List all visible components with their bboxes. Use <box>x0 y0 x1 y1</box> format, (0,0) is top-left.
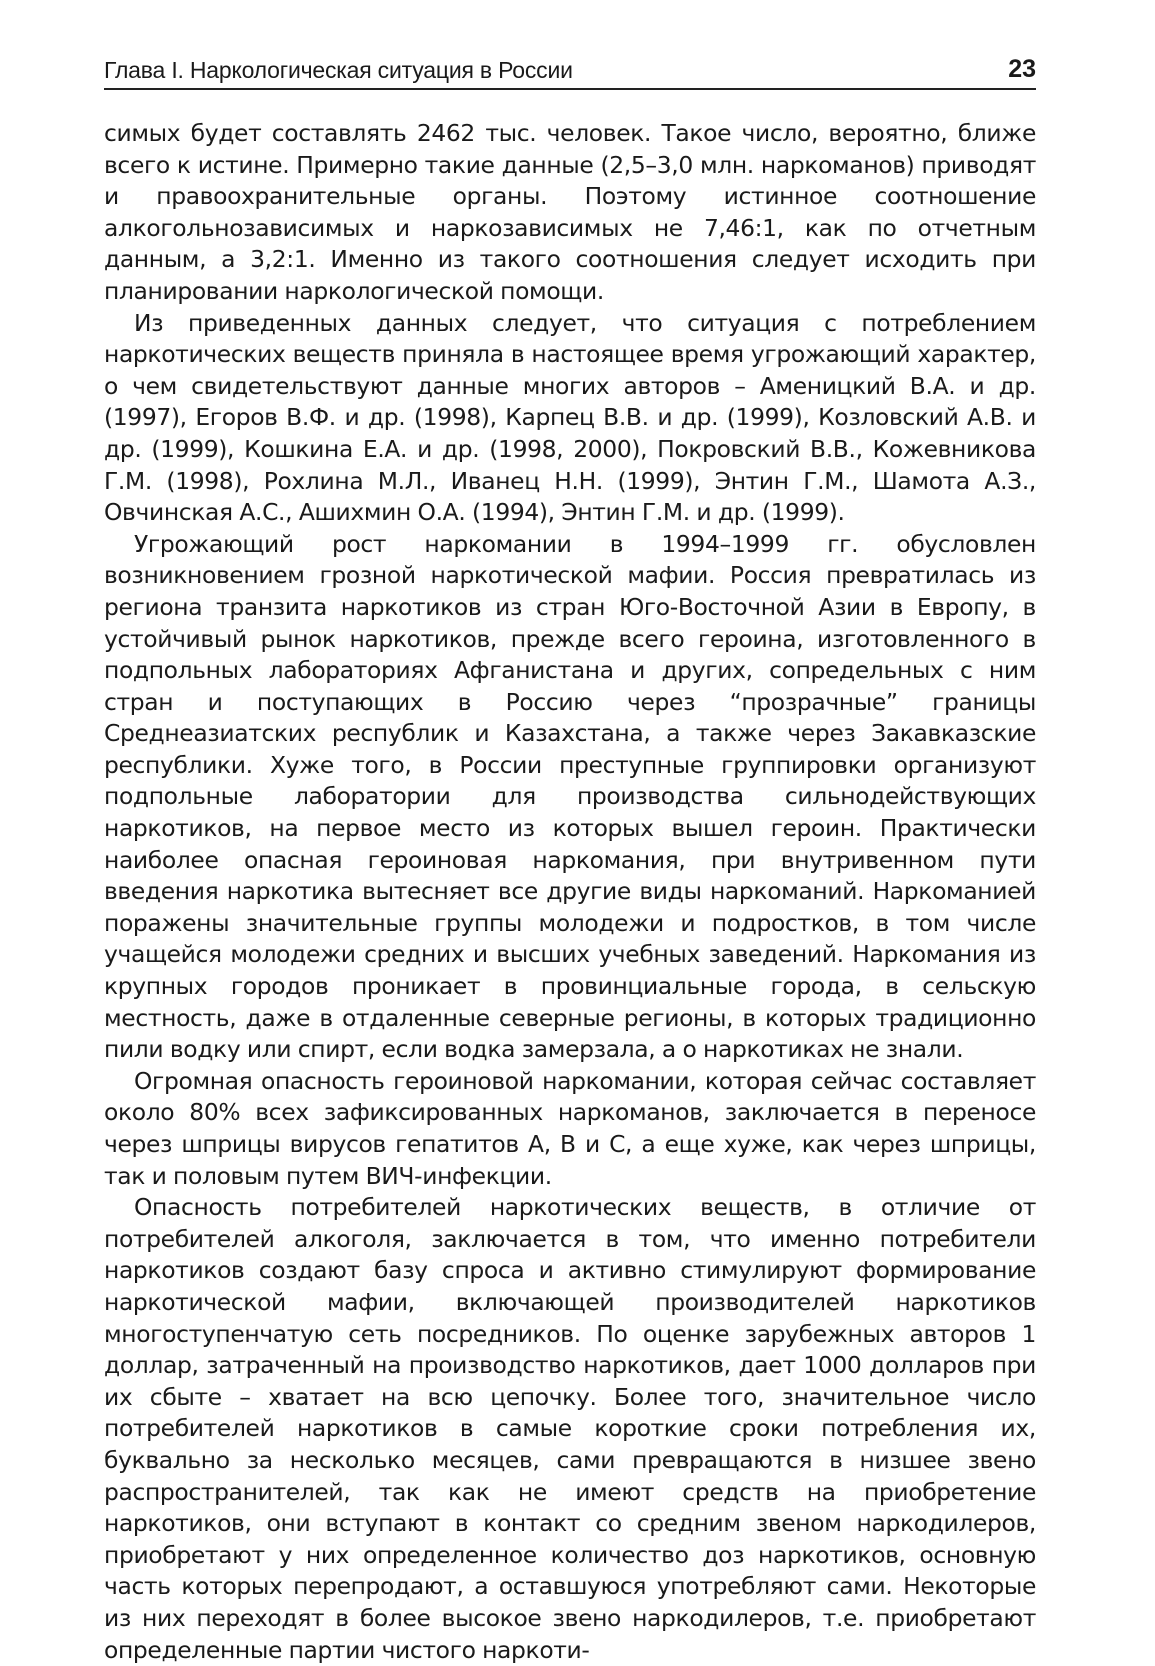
body-text <box>104 118 1036 1666</box>
paragraph-continuation: симых будет составлять 2462 тыс. человек. Такое число, вероятно, ближе всего к истине. Примерно такие данные (2,5–3,0 млн. наркоманов) приводят и правоохранительные органы. Поэтому истинное соотношение алкогольнозависимых и наркозависимых не 7,46:1, как по отчетным данным, а 3,2:1. Именно из такого соотношения следует исходить при планировании наркологической помощи. <box>104 119 1036 305</box>
paragraph: Огромная опасность героиновой наркомании, которая сейчас составляет около 80% всех зафиксированных наркоманов, заключается в переносе через шприцы вирусов гепатитов А, В и С, а еще хуже, как через шприцы, так и половым путем ВИЧ-инфекции. <box>104 1066 1036 1190</box>
page-number: 23 <box>1008 55 1036 83</box>
paragraph: Угрожающий рост наркомании в 1994–1999 гг. обусловлен возникновением грозной наркотической мафии. Россия превратилась из региона транзита наркотиков из стран Юго-Восточной Азии в Европу, в устойчивый рынок наркотиков, прежде всего героина, изготовленного в подпольных лабораториях Афганистана и других, сопредельных с ним стран и поступающих в Россию через “прозрачные” границы Среднеазиатских республик и Казахстана, а также через Закавказские республики. Хуже того, в России преступные группировки организуют подпольные лаборатории для производства сильнодействующих наркотиков, на первое место из которых вышел героин. Практически наиболее опасная героиновая наркомания, при внутривенном пути введения наркотика вытесняет все другие виды наркоманий. Наркоманией поражены значительные группы молодежи и подростков, в том числе учащейся молодежи средних и высших учебных заведений. Наркомания из крупных городов проникает в провинциальные города, в сельскую местность, даже в отдаленные северные регионы, в которых традиционно пили водку или спирт, если водка замерзала, а о наркотиках не знали. <box>104 529 1036 1064</box>
running-header <box>104 44 1036 90</box>
paragraph: Из приведенных данных следует, что ситуация с потреблением наркотических веществ приняла в настоящее время угрожающий характер, о чем свидетельствуют данные многих авторов – Аменицкий В.А. и др. (1997), Егоров В.Ф. и др. (1998), Карпец В.В. и др. (1999), Козловский А.В. и др. (1999), Кошкина Е.А. и др. (1998, 2000), Покровский В.В., Кожевникова Г.М. (1998), Рохлина М.Л., Иванец Н.Н. (1999), Энтин Г.М., Шамота А.З., Овчинская А.С., Ашихмин О.А. (1994), Энтин Г.М. и др. (1999). <box>104 308 1036 527</box>
paragraph: Опасность потребителей наркотических веществ, в отличие от потребителей алкоголя, заключается в том, что именно потребители наркотиков создают базу спроса и активно стимулируют формирование наркотической мафии, включающей производителей наркотиков многоступенчатую сеть посредников. По оценке зарубежных авторов 1 доллар, затраченный на производство наркотиков, дает 1000 долларов при их сбыте – хватает на всю цепочку. Более того, значительное число потребителей наркотиков в самые короткие сроки потребления их, буквально за несколько месяцев, сами превращаются в низшее звено распространителей, так как не имеют средств на приобретение наркотиков, они вступают в контакт со средним звеном наркодилеров, приобретают у них определенное количество доз наркотиков, основную часть которых перепродают, а оставшуюся употребляют сами. Некоторые из них переходят в более высокое звено наркодилеров, т.е. приобретают определенные партии чистого наркоти- <box>104 1193 1036 1664</box>
book-page <box>104 44 1036 1666</box>
chapter-title: Глава I. Наркологическая ситуация в России <box>104 57 573 83</box>
